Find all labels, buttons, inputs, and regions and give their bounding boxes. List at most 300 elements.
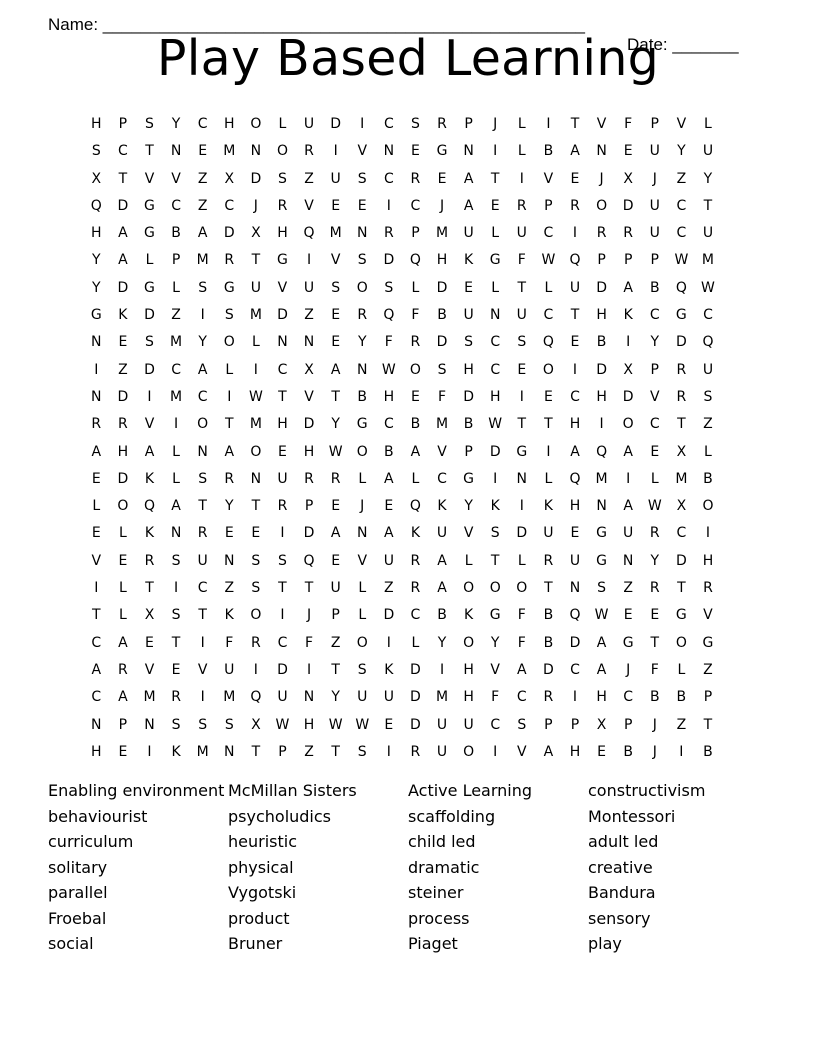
- grid-letter: K: [623, 307, 633, 324]
- grid-letter: U: [330, 580, 341, 597]
- grid-letter: G: [463, 470, 475, 487]
- grid-letter: Q: [409, 498, 421, 515]
- grid-letter: K: [543, 498, 553, 515]
- grid-letter: D: [410, 689, 421, 706]
- grid-letter: T: [278, 388, 287, 405]
- grid-letter: E: [490, 197, 500, 214]
- grid-letter: U: [436, 716, 448, 733]
- grid-letter: J: [626, 661, 631, 678]
- grid-letter: I: [280, 525, 285, 542]
- word-bank-item: heuristic: [228, 832, 297, 851]
- grid-letter: L: [92, 498, 101, 515]
- grid-letter: B: [703, 470, 713, 487]
- grid-letter: O: [675, 634, 687, 651]
- grid-letter: I: [493, 743, 498, 760]
- grid-letter: Y: [198, 334, 207, 351]
- grid-letter: D: [410, 661, 421, 678]
- grid-letter: V: [91, 552, 102, 569]
- grid-letter: O: [489, 580, 501, 597]
- grid-row: [83, 166, 721, 193]
- grid-letter: D: [277, 307, 288, 324]
- grid-letter: S: [251, 580, 261, 597]
- grid-letter: D: [117, 388, 129, 405]
- grid-letter: C: [516, 689, 527, 706]
- grid-letter: V: [197, 661, 208, 678]
- grid-letter: D: [622, 388, 634, 405]
- grid-letter: G: [277, 252, 288, 269]
- grid-letter: C: [437, 470, 447, 487]
- grid-letter: B: [623, 743, 633, 760]
- grid-letter: E: [597, 743, 606, 760]
- grid-letter: D: [489, 443, 501, 460]
- grid-letter: L: [411, 634, 420, 651]
- grid-letter: A: [224, 443, 235, 460]
- grid-letter: L: [358, 580, 367, 597]
- grid-letter: I: [386, 634, 391, 651]
- grid-letter: D: [117, 197, 129, 214]
- grid-letter: S: [91, 143, 101, 160]
- grid-letter: B: [171, 225, 181, 242]
- grid-letter: L: [172, 443, 180, 460]
- grid-letter: U: [702, 143, 714, 160]
- grid-letter: V: [437, 443, 447, 460]
- grid-row: [83, 575, 721, 602]
- grid-letter: E: [384, 716, 394, 733]
- grid-letter: U: [463, 225, 474, 242]
- grid-letter: F: [384, 334, 393, 351]
- grid-letter: C: [197, 116, 208, 132]
- grid-letter: X: [224, 170, 235, 187]
- grid-letter: S: [278, 552, 287, 569]
- grid-letter: K: [437, 498, 447, 515]
- grid-letter: M: [435, 416, 449, 433]
- grid-letter: V: [144, 661, 155, 678]
- grid-letter: A: [91, 661, 102, 678]
- grid-letter: L: [544, 470, 553, 487]
- grid-letter: O: [409, 361, 421, 378]
- grid-letter: B: [703, 743, 713, 760]
- grid-letter: U: [516, 225, 527, 242]
- grid-letter: Z: [304, 170, 314, 187]
- grid-letter: R: [357, 307, 368, 324]
- grid-letter: J: [253, 197, 258, 214]
- grid-letter: O: [463, 580, 475, 597]
- grid-letter: N: [170, 143, 182, 160]
- grid-letter: Q: [409, 252, 421, 269]
- grid-letter: N: [596, 143, 607, 160]
- grid-letter: Y: [171, 116, 181, 132]
- grid-letter: N: [250, 470, 262, 487]
- grid-letter: I: [174, 416, 179, 433]
- grid-letter: T: [251, 252, 261, 269]
- grid-letter: G: [223, 279, 235, 296]
- grid-letter: A: [171, 498, 181, 515]
- grid-letter: L: [251, 334, 260, 351]
- grid-letter: V: [277, 279, 288, 296]
- grid-letter: D: [277, 661, 288, 678]
- grid-letter: D: [303, 525, 315, 542]
- grid-letter: D: [117, 279, 129, 296]
- grid-letter: D: [436, 279, 448, 296]
- grid-letter: H: [303, 716, 315, 733]
- grid-letter: D: [675, 334, 687, 351]
- word-bank-item: Vygotski: [228, 883, 297, 902]
- grid-letter: I: [519, 170, 524, 187]
- grid-letter: R: [410, 743, 421, 760]
- grid-letter: C: [570, 661, 580, 678]
- grid-letter: P: [118, 116, 128, 132]
- grid-letter: L: [118, 607, 127, 624]
- grid-letter: V: [596, 116, 607, 132]
- grid-letter: E: [623, 607, 633, 624]
- date-field: Date: _______: [627, 35, 739, 54]
- grid-letter: Q: [383, 307, 395, 324]
- grid-letter: M: [329, 225, 342, 242]
- grid-letter: O: [463, 634, 475, 651]
- grid-letter: S: [278, 170, 287, 187]
- grid-letter: Q: [250, 689, 262, 706]
- grid-letter: I: [227, 388, 232, 405]
- grid-letter: H: [463, 361, 474, 378]
- grid-letter: L: [145, 252, 154, 269]
- grid-letter: E: [278, 443, 287, 460]
- grid-letter: G: [436, 143, 448, 160]
- grid-letter: E: [410, 143, 420, 160]
- grid-letter: X: [623, 170, 633, 187]
- grid-letter: E: [198, 143, 208, 160]
- grid-letter: F: [411, 307, 420, 324]
- grid-letter: G: [596, 552, 607, 569]
- grid-letter: L: [172, 470, 180, 487]
- grid-letter: U: [357, 689, 368, 706]
- grid-letter: V: [703, 607, 713, 624]
- grid-letter: S: [145, 116, 154, 132]
- grid-letter: S: [224, 716, 234, 733]
- grid-letter: U: [463, 716, 474, 733]
- grid-letter: H: [224, 116, 235, 132]
- grid-letter: F: [624, 116, 633, 132]
- grid-letter: E: [118, 552, 128, 569]
- grid-letter: N: [356, 525, 368, 542]
- grid-letter: I: [147, 743, 152, 760]
- grid-letter: X: [144, 607, 155, 624]
- grid-letter: C: [383, 116, 394, 132]
- grid-letter: C: [623, 689, 634, 706]
- grid-letter: L: [464, 552, 473, 569]
- grid-letter: S: [357, 252, 367, 269]
- grid-row: [83, 329, 721, 356]
- grid-letter: N: [170, 525, 182, 542]
- grid-letter: F: [517, 607, 526, 624]
- grid-letter: B: [649, 689, 660, 706]
- grid-letter: U: [649, 197, 660, 214]
- grid-letter: M: [143, 689, 156, 706]
- grid-letter: K: [464, 607, 474, 624]
- grid-letter: S: [517, 334, 527, 351]
- word-bank-item: play: [588, 934, 622, 953]
- word-bank-item: curriculum: [48, 832, 134, 851]
- grid-letter: H: [596, 307, 607, 324]
- grid-letter: C: [171, 197, 181, 214]
- grid-letter: I: [599, 416, 604, 433]
- grid-letter: N: [383, 143, 395, 160]
- grid-letter: A: [410, 443, 421, 460]
- grid-letter: U: [463, 307, 474, 324]
- grid-row: [83, 548, 721, 575]
- grid-letter: C: [490, 334, 501, 351]
- grid-letter: J: [599, 170, 604, 187]
- grid-letter: P: [464, 443, 473, 460]
- grid-letter: I: [572, 361, 578, 378]
- grid-letter: R: [171, 689, 181, 706]
- grid-letter: K: [410, 525, 421, 542]
- grid-letter: P: [171, 252, 181, 269]
- grid-letter: V: [357, 552, 368, 569]
- grid-letter: A: [570, 143, 580, 160]
- grid-letter: Z: [330, 634, 341, 651]
- grid-letter: J: [493, 116, 498, 132]
- grid-letter: T: [331, 661, 340, 678]
- grid-letter: T: [331, 743, 340, 760]
- grid-letter: R: [304, 143, 314, 160]
- word-bank-row: [48, 829, 768, 855]
- grid-letter: Q: [569, 607, 581, 624]
- grid-letter: Y: [464, 498, 473, 515]
- grid-row: [83, 138, 721, 165]
- grid-letter: R: [570, 197, 580, 214]
- word-bank-item: physical: [228, 857, 294, 877]
- grid-letter: D: [543, 661, 554, 678]
- grid-letter: U: [436, 743, 448, 760]
- grid-letter: I: [200, 689, 205, 706]
- grid-letter: R: [224, 252, 235, 269]
- grid-letter: C: [649, 416, 660, 433]
- grid-letter: B: [543, 607, 554, 624]
- word-bank-item: Bandura: [588, 883, 656, 902]
- grid-letter: A: [384, 470, 394, 487]
- grid-row: [83, 602, 721, 629]
- grid-letter: C: [543, 307, 554, 324]
- grid-letter: J: [652, 716, 657, 733]
- grid-letter: Y: [224, 498, 234, 515]
- grid-letter: U: [383, 552, 394, 569]
- grid-letter: R: [197, 525, 208, 542]
- grid-letter: G: [356, 416, 368, 433]
- grid-letter: D: [383, 607, 395, 624]
- grid-letter: K: [384, 661, 394, 678]
- grid-letter: T: [570, 307, 580, 324]
- grid-letter: S: [198, 279, 208, 296]
- grid-letter: U: [303, 116, 315, 132]
- grid-letter: W: [541, 252, 556, 269]
- grid-letter: C: [91, 634, 102, 651]
- grid-letter: U: [516, 307, 527, 324]
- grid-letter: O: [223, 334, 235, 351]
- grid-letter: J: [652, 170, 657, 187]
- grid-letter: L: [517, 143, 526, 160]
- grid-letter: T: [677, 580, 686, 597]
- grid-letter: T: [331, 388, 340, 405]
- grid-letter: M: [196, 252, 209, 269]
- grid-letter: T: [304, 580, 314, 597]
- grid-letter: Z: [224, 580, 235, 597]
- grid-letter: H: [436, 252, 448, 269]
- grid-row: [83, 493, 721, 520]
- word-bank-item: Active Learning: [408, 781, 533, 800]
- grid-letter: B: [437, 307, 447, 324]
- grid-letter: N: [356, 225, 368, 242]
- grid-letter: I: [493, 470, 498, 487]
- grid-letter: L: [491, 225, 500, 242]
- grid-letter: F: [225, 634, 234, 651]
- grid-letter: R: [91, 416, 102, 433]
- grid-letter: Z: [676, 170, 687, 187]
- grid-letter: E: [331, 197, 341, 214]
- grid-letter: E: [464, 279, 474, 296]
- grid-letter: H: [91, 116, 102, 132]
- grid-letter: P: [623, 252, 633, 269]
- grid-letter: N: [224, 552, 235, 569]
- grid-letter: S: [251, 552, 261, 569]
- grid-letter: T: [677, 416, 686, 433]
- grid-letter: E: [331, 498, 341, 515]
- grid-letter: Q: [143, 498, 155, 515]
- grid-letter: D: [596, 361, 607, 378]
- grid-letter: A: [330, 525, 341, 542]
- grid-letter: D: [144, 307, 155, 324]
- grid-letter: G: [144, 197, 155, 214]
- grid-letter: R: [676, 388, 687, 405]
- grid-letter: A: [384, 525, 394, 542]
- grid-letter: S: [384, 279, 394, 296]
- grid-letter: N: [91, 334, 102, 351]
- grid-letter: O: [516, 580, 528, 597]
- grid-letter: E: [570, 334, 580, 351]
- grid-letter: N: [569, 580, 581, 597]
- grid-letter: A: [596, 661, 607, 678]
- grid-letter: W: [328, 716, 343, 733]
- grid-letter: R: [649, 580, 660, 597]
- grid-letter: U: [702, 361, 714, 378]
- grid-letter: R: [410, 334, 421, 351]
- grid-letter: C: [676, 197, 687, 214]
- grid-letter: V: [171, 170, 181, 187]
- grid-letter: D: [383, 252, 395, 269]
- grid-letter: L: [118, 580, 127, 597]
- grid-letter: V: [543, 170, 554, 187]
- grid-letter: U: [649, 143, 660, 160]
- grid-letter: X: [676, 443, 687, 460]
- grid-letter: C: [570, 388, 580, 405]
- grid-letter: A: [623, 279, 633, 296]
- grid-letter: Q: [303, 225, 315, 242]
- grid-letter: N: [303, 689, 315, 706]
- grid-letter: V: [649, 388, 660, 405]
- grid-letter: I: [626, 334, 631, 351]
- grid-letter: R: [118, 661, 128, 678]
- grid-letter: M: [249, 416, 262, 433]
- grid-letter: C: [676, 225, 687, 242]
- grid-letter: U: [436, 525, 448, 542]
- grid-letter: S: [198, 716, 208, 733]
- grid-letter: T: [490, 170, 500, 187]
- grid-letter: A: [623, 498, 633, 515]
- grid-letter: L: [411, 279, 420, 296]
- grid-letter: M: [223, 689, 236, 706]
- grid-letter: F: [437, 388, 447, 405]
- grid-letter: R: [330, 470, 341, 487]
- grid-letter: N: [250, 143, 262, 160]
- grid-letter: F: [491, 689, 500, 706]
- grid-letter: R: [676, 361, 687, 378]
- grid-letter: K: [144, 525, 155, 542]
- grid-letter: O: [197, 416, 209, 433]
- grid-letter: K: [224, 607, 234, 624]
- grid-letter: J: [306, 607, 312, 624]
- grid-letter: L: [225, 361, 234, 378]
- grid-letter: Y: [703, 170, 713, 187]
- grid-letter: C: [197, 388, 208, 405]
- grid-letter: K: [464, 252, 474, 269]
- grid-letter: W: [674, 252, 689, 269]
- grid-letter: K: [490, 498, 500, 515]
- grid-letter: H: [463, 689, 474, 706]
- grid-letter: P: [544, 716, 553, 733]
- grid-row: [83, 302, 721, 329]
- grid-letter: I: [200, 634, 205, 651]
- grid-letter: A: [596, 634, 607, 651]
- grid-row: [83, 193, 721, 220]
- grid-letter: P: [570, 716, 580, 733]
- grid-letter: T: [118, 170, 128, 187]
- grid-letter: E: [570, 170, 580, 187]
- grid-letter: G: [144, 279, 155, 296]
- grid-letter: A: [118, 252, 128, 269]
- grid-letter: E: [384, 498, 394, 515]
- grid-letter: T: [703, 716, 713, 733]
- grid-letter: R: [437, 116, 447, 132]
- grid-letter: G: [675, 607, 687, 624]
- grid-letter: E: [91, 525, 101, 542]
- grid-letter: O: [250, 607, 262, 624]
- grid-letter: P: [623, 716, 633, 733]
- grid-letter: L: [172, 279, 180, 296]
- grid-letter: E: [437, 170, 447, 187]
- grid-letter: I: [679, 743, 684, 760]
- grid-letter: D: [410, 716, 421, 733]
- grid-letter: A: [118, 689, 128, 706]
- grid-letter: T: [145, 143, 154, 160]
- word-bank-row: [48, 855, 768, 881]
- grid-letter: V: [304, 197, 314, 214]
- grid-letter: G: [90, 307, 102, 324]
- grid-letter: X: [623, 361, 633, 378]
- grid-letter: C: [118, 143, 128, 160]
- grid-letter: C: [410, 197, 421, 214]
- grid-letter: E: [91, 470, 101, 487]
- grid-letter: T: [517, 279, 527, 296]
- grid-letter: E: [570, 525, 580, 542]
- grid-letter: Y: [650, 552, 660, 569]
- grid-letter: S: [171, 607, 181, 624]
- grid-letter: L: [118, 525, 127, 542]
- grid-letter: X: [676, 498, 687, 515]
- grid-letter: H: [569, 416, 581, 433]
- grid-letter: A: [91, 443, 102, 460]
- grid-letter: T: [570, 116, 580, 132]
- name-field: Name: ___________________________________________________: [48, 15, 585, 34]
- grid-letter: E: [517, 361, 527, 378]
